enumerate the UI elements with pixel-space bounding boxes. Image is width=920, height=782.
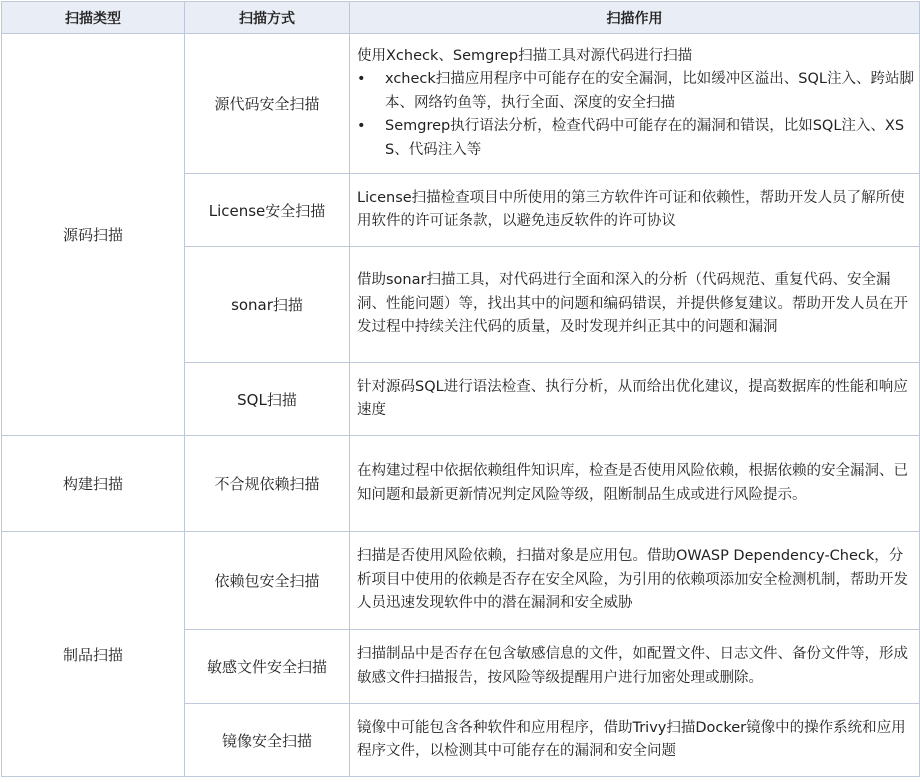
category-cell: 构建扫描 (2, 436, 185, 532)
bullet-text: xcheck扫描应用程序中可能存在的安全漏洞，比如缓冲区溢出、SQL注入、跨站脚本、网络钓鱼等，执行全面、深度的安全扫描 (385, 71, 914, 111)
method-cell: License安全扫描 (185, 174, 350, 247)
description-cell (350, 34, 920, 174)
header-row (2, 2, 920, 34)
method-cell: 依赖包安全扫描 (185, 532, 350, 630)
table-row (2, 532, 920, 630)
header-scan-effect: 扫描作用 (350, 2, 920, 34)
category-cell: 源码扫描 (2, 34, 185, 436)
description-cell: 在构建过程中依据依赖组件知识库，检查是否使用风险依赖，根据依赖的安全漏洞、已知问题和最新更新情况判定风险等级，阻断制品生成或进行风险提示。 (350, 436, 920, 532)
bullet-dot-icon: • (357, 118, 366, 135)
category-cell: 制品扫描 (2, 532, 185, 777)
method-cell: SQL扫描 (185, 363, 350, 436)
description-cell: 镜像中可能包含各种软件和应用程序，借助Trivy扫描Docker镜像中的操作系统和应用程序文件，以检测其中可能存在的漏洞和安全问题 (350, 704, 920, 777)
description-cell: 针对源码SQL进行语法检查、执行分析，从而给出优化建议，提高数据库的性能和响应速度 (350, 363, 920, 436)
description-cell: 扫描是否使用风险依赖，扫描对象是应用包。借助OWASP Dependency-Check，分析项目中使用的依赖是否存在安全风险，为引用的依赖项添加安全检测机制，帮助开发人员迅速发现软件中的潜在漏洞和安全威胁 (350, 532, 920, 630)
bullet-dot-icon: • (357, 71, 366, 88)
method-cell: 源代码安全扫描 (185, 34, 350, 174)
table-row (2, 436, 920, 532)
method-cell: 镜像安全扫描 (185, 704, 350, 777)
description-cell: License扫描检查项目中所使用的第三方软件许可证和依赖性，帮助开发人员了解所使用软件的许可证条款，以避免违反软件的许可协议 (350, 174, 920, 247)
header-scan-type: 扫描类型 (2, 2, 185, 34)
method-cell: 敏感文件安全扫描 (185, 630, 350, 704)
method-cell: 不合规依赖扫描 (185, 436, 350, 532)
description-cell: 扫描制品中是否存在包含敏感信息的文件，如配置文件、日志文件、备份文件等，形成敏感文件扫描报告，按风险等级提醒用户进行加密处理或删除。 (350, 630, 920, 704)
bullet-item (357, 68, 915, 115)
header-scan-method: 扫描方式 (185, 2, 350, 34)
bullet-text: Semgrep执行语法分析，检查代码中可能存在的漏洞和错误，比如SQL注入、XSS、代码注入等 (385, 118, 905, 158)
bullet-item (357, 115, 915, 162)
scan-table (1, 1, 920, 777)
table-row (2, 34, 920, 174)
method-cell: sonar扫描 (185, 247, 350, 363)
description-intro: 使用Xcheck、Semgrep扫描工具对源代码进行扫描 (357, 47, 693, 64)
description-cell: 借助sonar扫描工具，对代码进行全面和深入的分析（代码规范、重复代码、安全漏洞、性能问题）等，找出其中的问题和编码错误，并提供修复建议。帮助开发人员在开发过程中持续关注代码的质量，及时发现并纠正其中的问题和漏洞 (350, 247, 920, 363)
